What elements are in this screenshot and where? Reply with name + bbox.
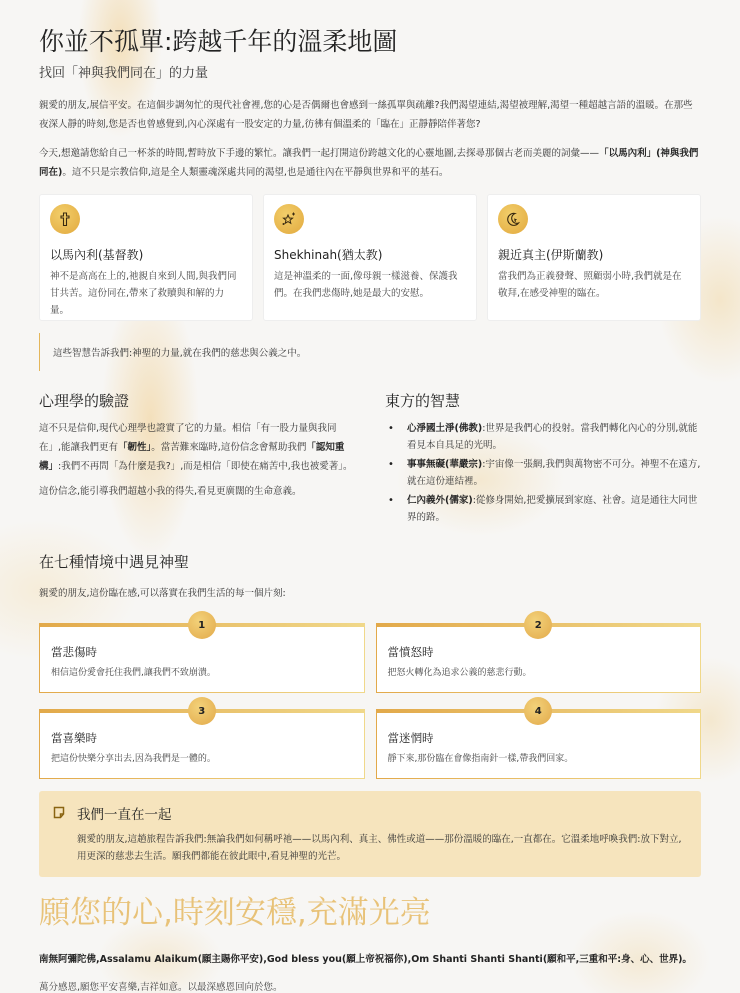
situation-grid xyxy=(39,619,701,779)
intro-text: 。這不只是宗教信仰,這是全人類靈魂深處共同的渴望,也是通往內在平靜與世界和平的基石。 xyxy=(62,167,449,178)
eastern-wisdom-section xyxy=(385,391,701,528)
situation-text: 相信這份愛會托住我們,讓我們不致崩潰。 xyxy=(51,668,216,678)
situation-card xyxy=(39,619,365,693)
step-number-badge: 1 xyxy=(188,611,216,639)
text: 這不只是信仰,現代心理學也證實了它的力量。相信「有一股力量與我同在」,能讓我們更有 xyxy=(39,423,337,453)
emphasis: 「認知重構」 xyxy=(39,442,345,472)
section-title: 心理學的驗證 xyxy=(39,392,130,410)
page-subtitle: 找回「神與我們同在」的力量 xyxy=(39,66,209,81)
text: 。當苦難來臨時,這份信念會幫助我們 xyxy=(151,442,307,453)
card-text: 當我們為正義發聲、照顧弱小時,我們就是在敬拜,在感受神聖的臨在。 xyxy=(498,271,682,299)
psychology-paragraph-1 xyxy=(39,419,355,476)
faith-card-christianity xyxy=(39,194,253,321)
situation-card xyxy=(39,705,365,779)
crescent-moon-icon xyxy=(498,204,528,234)
situation-title: 當憤怒時 xyxy=(387,645,434,659)
card-text: 神不是高高在上的,祂親自來到人間,與我們同甘共苦。這份同在,帶來了救贖與和解的力量。 xyxy=(50,271,237,316)
situation-text: 靜下來,那份臨在會像指南針一樣,帶我們回家。 xyxy=(387,754,574,764)
psychology-section xyxy=(39,391,355,528)
section-title: 東方的智慧 xyxy=(385,392,461,410)
faith-card-judaism xyxy=(263,194,477,321)
situation-text: 把這份快樂分享出去,因為我們是一體的。 xyxy=(51,754,216,764)
callout-text: 親愛的朋友,這趟旅程告訴我們:無論我們如何稱呼祂——以馬內利、真主、佛性或道——那份溫暖的臨在,一直都在。它溫柔地呼喚我們:放下對立,用更深的慈悲去生活。願我們都能在彼此眼中,看見神聖的光芒。 xyxy=(77,834,682,862)
wisdom-quote: 這些智慧告訴我們:神聖的力量,就在我們的慈悲與公義之中。 xyxy=(39,333,701,371)
eastern-wisdom-list xyxy=(385,420,701,526)
item-term: 事事無礙(華嚴宗) xyxy=(407,459,483,470)
item-text: :世界是我們心的投射。當我們轉化內心的分別,就能看見本自具足的光明。 xyxy=(407,423,698,451)
callout-header xyxy=(53,803,687,823)
closing-blessing: 南無阿彌陀佛,Assalamu Alaikum(願主賜你平安),God bless you(願上帝祝福你),Om Shanti Shanti Shanti(願和平,三重和平:身、心、世界)。 xyxy=(39,954,692,965)
section-lead: 親愛的朋友,這份臨在感,可以落實在我們生活的每一個片刻: xyxy=(39,588,286,599)
text: :我們不再問「為什麼是我?」,而是相信「即使在痛苦中,我也被愛著」。 xyxy=(58,461,353,472)
faith-cards xyxy=(39,194,701,321)
step-number-badge: 2 xyxy=(524,611,552,639)
two-column-section xyxy=(39,391,701,528)
card-title: Shekhinah(猶太教) xyxy=(274,248,383,262)
step-number-badge: 3 xyxy=(188,697,216,725)
intro-text: 今天,想邀請您給自己一杯茶的時間,暫時放下手邊的繁忙。讓我們一起打開這份跨越文化的心靈地圖,去探尋那個古老而美麗的詞彙—— xyxy=(39,148,600,159)
closing-thanks: 萬分感恩,願您平安喜樂,吉祥如意。以最深感恩回向於您。 xyxy=(39,982,283,993)
card-title: 以馬內利(基督教) xyxy=(50,248,144,262)
item-text: :從修身開始,把愛擴展到家庭、社會。這是通往大同世界的路。 xyxy=(407,495,698,523)
seven-situations-section xyxy=(39,552,701,779)
together-callout xyxy=(39,791,701,877)
list-item xyxy=(385,456,701,490)
situation-title: 當迷惘時 xyxy=(387,731,434,745)
cross-icon xyxy=(50,204,80,234)
callout-title: 我們一直在一起 xyxy=(77,807,172,823)
section-title: 在七種情境中遇見神聖 xyxy=(39,553,190,571)
situation-card xyxy=(376,619,702,693)
step-number-badge: 4 xyxy=(524,697,552,725)
situation-text: 把怒火轉化為追求公義的慈悲行動。 xyxy=(387,668,532,678)
note-icon xyxy=(53,804,65,823)
closing-wish-heading: 願您的心,時刻安穩,充滿光亮 xyxy=(39,895,431,931)
situation-card xyxy=(376,705,702,779)
item-term: 心淨國土淨(佛教) xyxy=(407,423,483,434)
item-term: 仁內義外(儒家) xyxy=(407,495,473,506)
sparkle-star-icon xyxy=(274,204,304,234)
emphasis: 「韌性」 xyxy=(118,442,152,453)
list-item xyxy=(385,492,701,526)
psychology-paragraph-2: 這份信念,能引導我們超越小我的得失,看見更廣闊的生命意義。 xyxy=(39,486,302,497)
item-text: :宇宙像一張網,我們與萬物密不可分。神聖不在遠方,就在這份連結裡。 xyxy=(407,459,701,487)
intro-paragraph-1: 親愛的朋友,展信平安。在這個步調匆忙的現代社會裡,您的心是否偶爾也會感到一絲孤單與疏離?我們渴望連結,渴望被理解,渴望一種超越言語的溫暖。在那些夜深人靜的時刻,您是否也曾感覺到,內心深處有一股安定的力量,彷彿有個溫柔的「臨在」正靜靜陪伴著您? xyxy=(39,100,693,130)
card-text: 這是神溫柔的一面,像母親一樣滋養、保護我們。在我們悲傷時,她是最大的安慰。 xyxy=(274,271,458,299)
list-item xyxy=(385,420,701,454)
intro-paragraph-2 xyxy=(39,144,701,182)
intro-emphasis: 「以馬內利」(神與我們同在) xyxy=(39,148,699,178)
card-title: 親近真主(伊斯蘭教) xyxy=(498,248,604,262)
faith-card-islam xyxy=(487,194,701,321)
situation-title: 當悲傷時 xyxy=(51,645,97,659)
situation-title: 當喜樂時 xyxy=(51,731,97,745)
page-title: 你並不孤單:跨越千年的溫柔地圖 xyxy=(39,27,398,56)
